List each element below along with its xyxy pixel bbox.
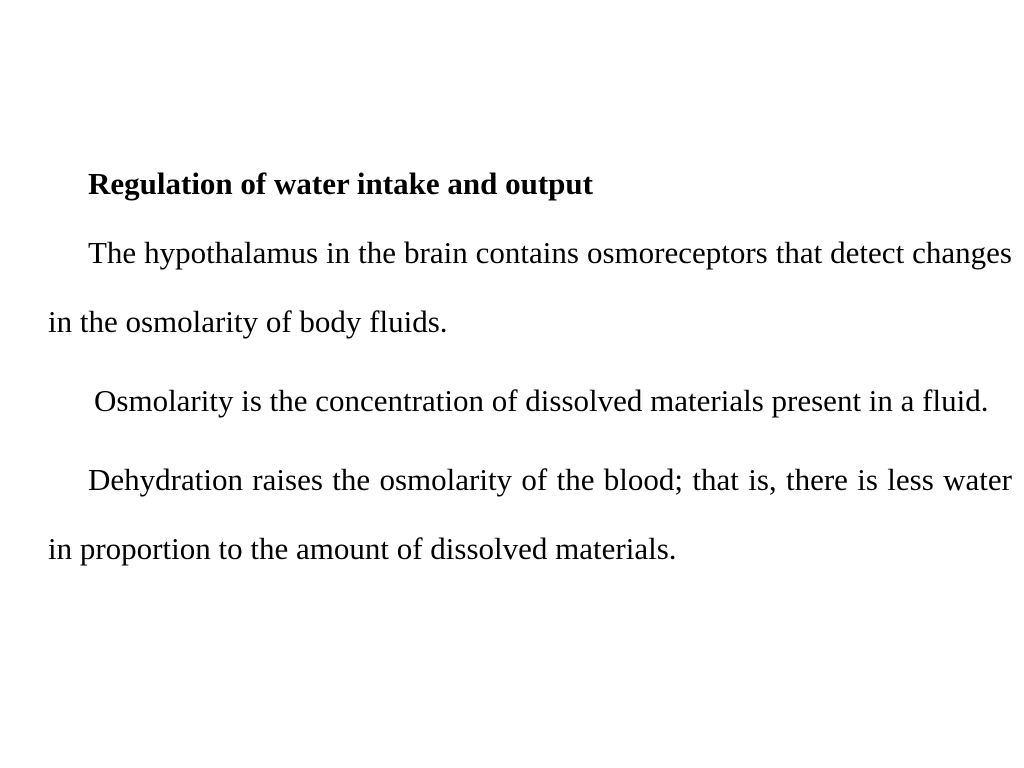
paragraph-osmolarity-definition: Osmolarity is the concentration of dissolved materials present in a fluid. (94, 383, 989, 418)
slide-title: Regulation of water intake and output (88, 166, 593, 201)
paragraph-dehydration: Dehydration raises the osmolarity of the blood; that is, there is less water in proportion to the amount of dissolved materials. (48, 462, 1012, 566)
slide-content (48, 160, 1012, 593)
paragraph-hypothalamus: The hypothalamus in the brain contains osmoreceptors that detect changes in the osmolarity of body fluids. (48, 235, 1012, 339)
